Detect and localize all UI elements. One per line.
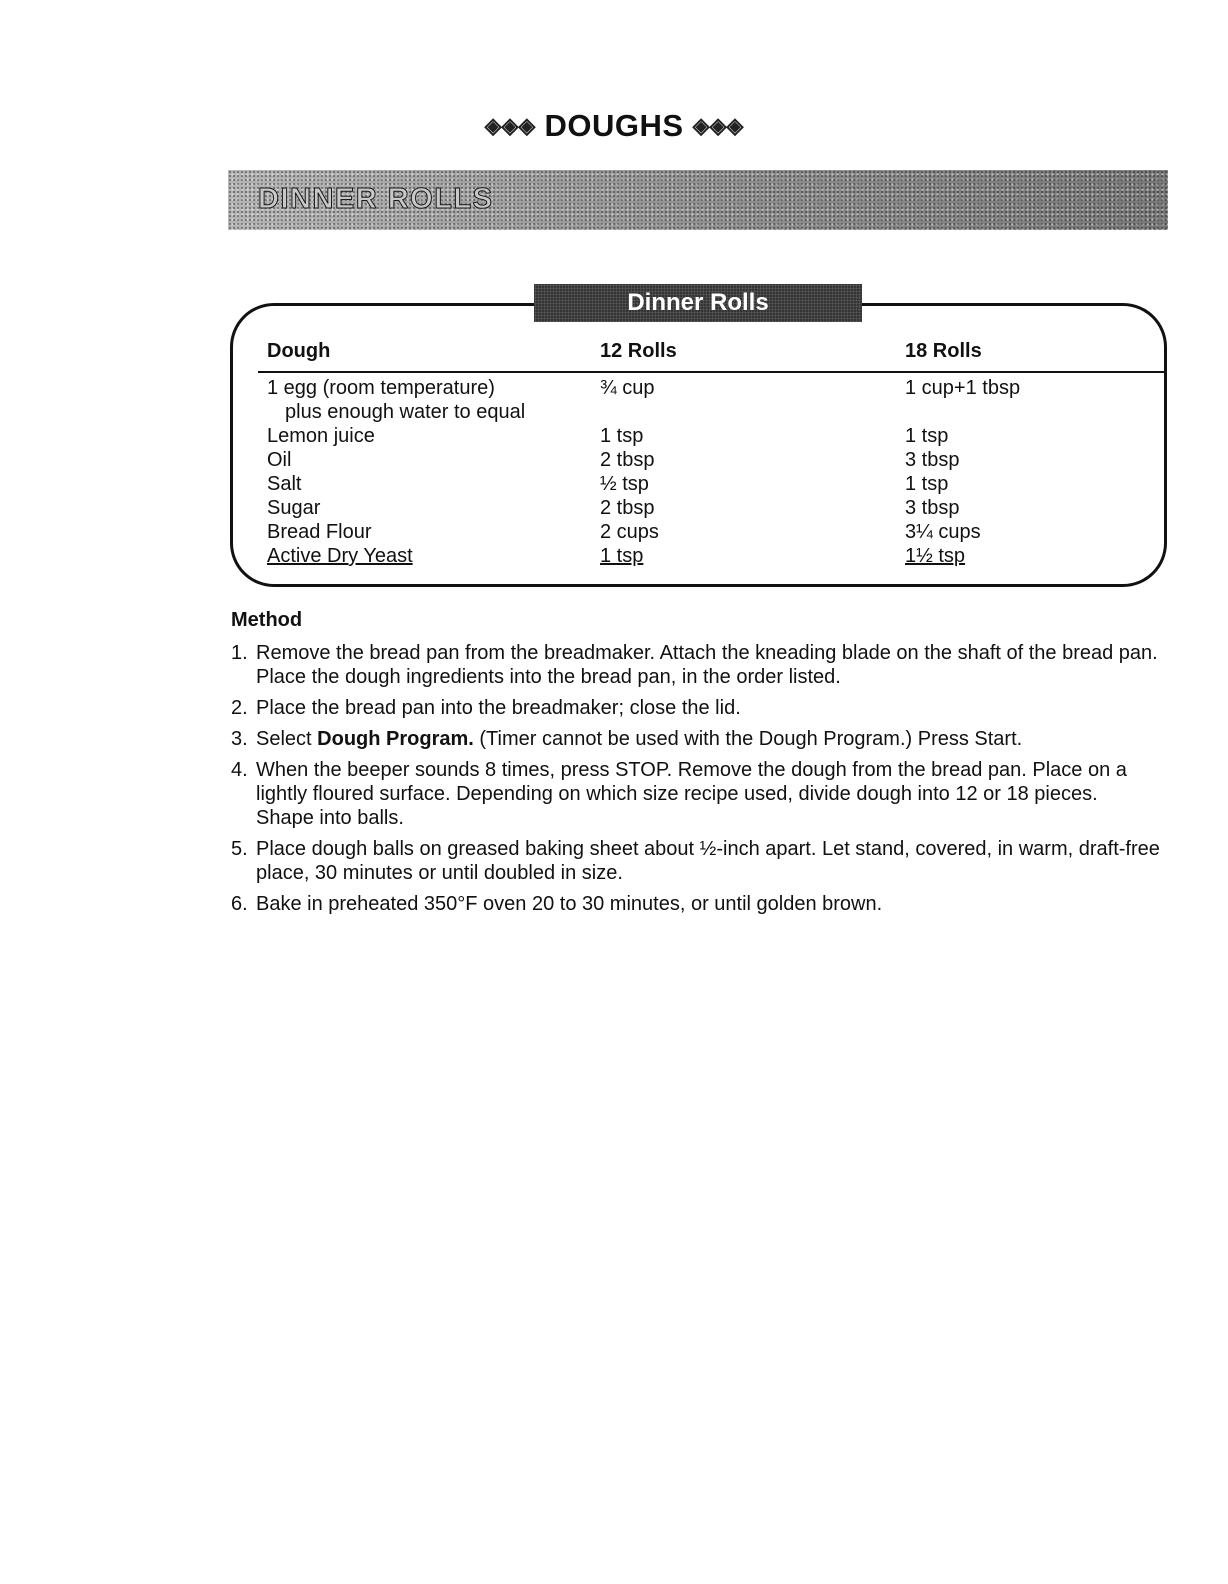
- step-text-prefix: Select: [256, 728, 318, 750]
- column-header-18-rolls: 18 Rolls: [905, 340, 982, 362]
- method-step: [231, 837, 1161, 885]
- step-number: 6.: [231, 893, 248, 915]
- step-number: 3.: [231, 728, 248, 750]
- amount-12-cell: ¾ cup: [600, 377, 655, 399]
- amount-18-cell: 3 tbsp: [905, 449, 960, 471]
- ingredient-cell: Oil: [267, 449, 292, 471]
- column-header-12-rolls: 12 Rolls: [600, 340, 677, 362]
- ingredient-cell: Active Dry Yeast: [267, 545, 413, 567]
- page-title: DOUGHS: [544, 108, 684, 143]
- amount-18-cell: 1 cup+1 tbsp: [905, 377, 1021, 399]
- diamond-ornament-icon: ◈◈◈: [484, 113, 536, 138]
- amount-12-cell: ½ tsp: [600, 473, 649, 495]
- header-divider: [258, 371, 1166, 373]
- diamond-ornament-icon: ◈◈◈: [692, 113, 744, 138]
- method-step: [231, 696, 1161, 720]
- method-step: [231, 892, 1161, 916]
- section-title: DINNER ROLLS: [258, 183, 494, 215]
- column-header-dough: Dough: [267, 340, 331, 362]
- method-heading: Method: [231, 609, 303, 631]
- amount-12-cell: 1 tsp: [600, 545, 644, 567]
- step-number: 2.: [231, 697, 248, 719]
- method-step: [231, 641, 1161, 689]
- amount-18-cell: 1 tsp: [905, 473, 949, 495]
- amount-18-cell: 1½ tsp: [905, 545, 966, 567]
- amount-12-cell: 2 tbsp: [600, 449, 655, 471]
- ingredient-cell: 1 egg (room temperature): [267, 377, 495, 399]
- ingredient-cell: plus enough water to equal: [285, 401, 526, 423]
- step-number: 5.: [231, 838, 248, 860]
- amount-12-cell: 2 cups: [600, 521, 659, 543]
- ingredient-cell: Bread Flour: [267, 521, 372, 543]
- amount-12-cell: 1 tsp: [600, 425, 644, 447]
- step-text: Place dough balls on greased baking sheet about ½-inch apart. Let stand, covered, in warm, draft-free place, 30 minutes or until doubled in size.: [256, 838, 1160, 884]
- recipe-label: Dinner Rolls: [534, 284, 862, 322]
- ingredient-cell: Salt: [267, 473, 302, 495]
- amount-18-cell: 3 tbsp: [905, 497, 960, 519]
- amount-18-cell: 3¼ cups: [905, 521, 981, 543]
- step-text: Bake in preheated 350°F oven 20 to 30 minutes, or until golden brown.: [256, 893, 883, 915]
- page-header: [0, 108, 1228, 144]
- method-step: [231, 758, 1161, 830]
- ingredient-cell: Lemon juice: [267, 425, 375, 447]
- step-text: Remove the bread pan from the breadmaker. Attach the kneading blade on the shaft of the bread pan. Place the dough ingredients into the bread pan, in the order listed.: [256, 642, 1158, 688]
- ingredient-cell: Sugar: [267, 497, 321, 519]
- method-steps: [231, 641, 1161, 923]
- amount-12-cell: 2 tbsp: [600, 497, 655, 519]
- step-text: Place the bread pan into the breadmaker; close the lid.: [256, 697, 741, 719]
- amount-18-cell: 1 tsp: [905, 425, 949, 447]
- step-text: When the beeper sounds 8 times, press STOP. Remove the dough from the bread pan. Place on a lightly floured surface. Depending on which size recipe used, divide dough into 12 or 18 pieces. Shape into balls.: [256, 759, 1127, 829]
- step-number: 1.: [231, 642, 248, 664]
- method-step: [231, 727, 1161, 751]
- step-text-suffix: (Timer cannot be used with the Dough Program.) Press Start.: [473, 728, 1023, 750]
- step-number: 4.: [231, 759, 248, 781]
- step-text-emphasis: Dough Program.: [317, 728, 474, 750]
